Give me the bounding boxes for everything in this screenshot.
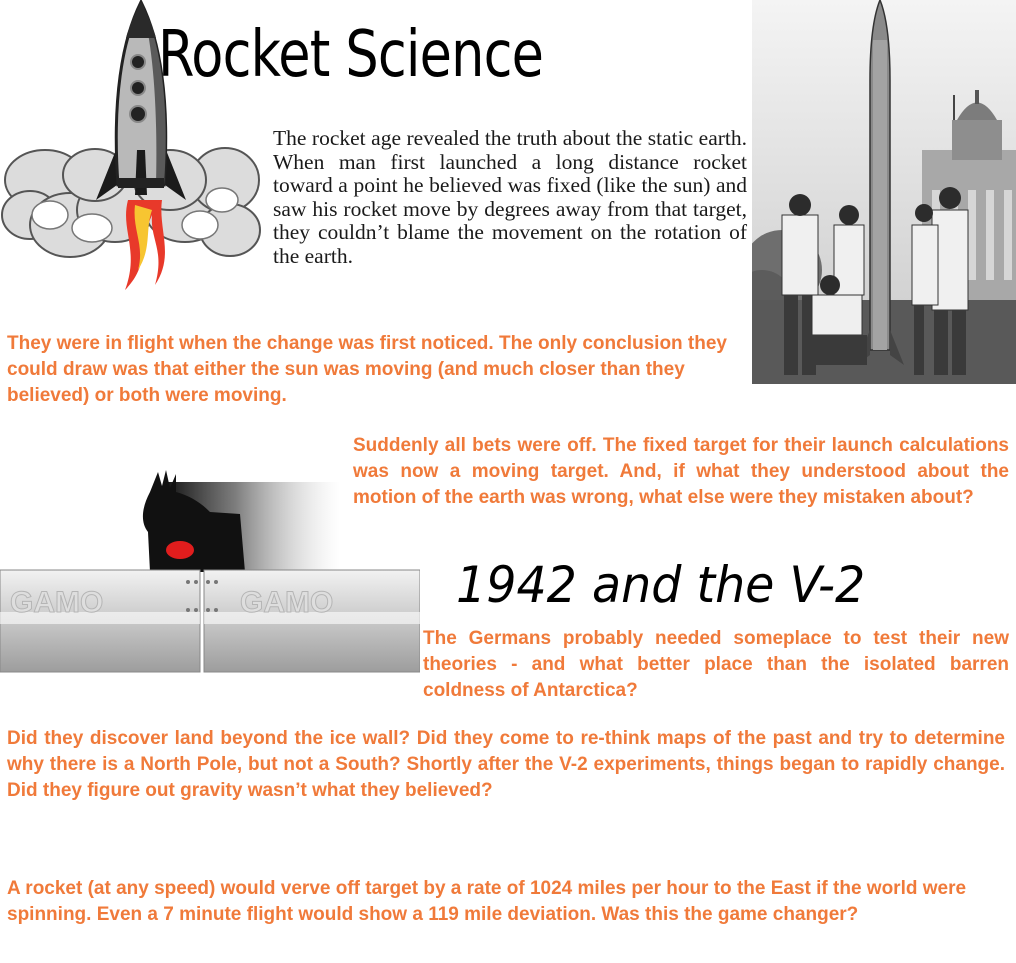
target-brand-right: GAMO — [240, 586, 334, 619]
spinning-paragraph: A rocket (at any speed) would verve off target by a rate of 1024 miles per hour to the East if the world were spinning. Even a 7 minute flight would show a 119 mile deviation. Was this the game changer? — [7, 878, 967, 925]
bets-paragraph: Suddenly all bets were off. The fixed target for their launch calculations was now a moving target. And, if what they understood about the motion of the earth was wrong, what else were they mistaken about? — [353, 435, 1009, 508]
section-subtitle: 1942 and the V-2 — [456, 556, 866, 614]
intro-paragraph: The rocket age revealed the truth about the static earth. When man first launched a long distance rocket toward a point he believed was fixed (like the sun) and saw his rocket move by degrees away from that target, they couldn’t blame the movement on the rotation of the earth. — [273, 126, 747, 268]
ice-wall-paragraph: Did they discover land beyond the ice wall? Did they come to re-think maps of the past and try to determine why there is a North Pole, but not a South? Shortly after the V-2 experiments, things began to rapidly change. Did they figure out gravity wasn’t what they believed? — [7, 728, 1005, 801]
rocket-team-photo — [752, 0, 1016, 384]
germans-paragraph: The Germans probably needed someplace to test their new theories - and what better place than the isolated barren coldness of Antarctica? — [423, 628, 1009, 701]
target-brand-left: GAMO — [10, 586, 104, 619]
flight-paragraph: They were in flight when the change was first noticed. The only conclusion they could draw was that either the sun was moving (and much closer than they believed) or both were moving. — [7, 333, 727, 406]
page-title: Rocket Science — [158, 18, 544, 92]
